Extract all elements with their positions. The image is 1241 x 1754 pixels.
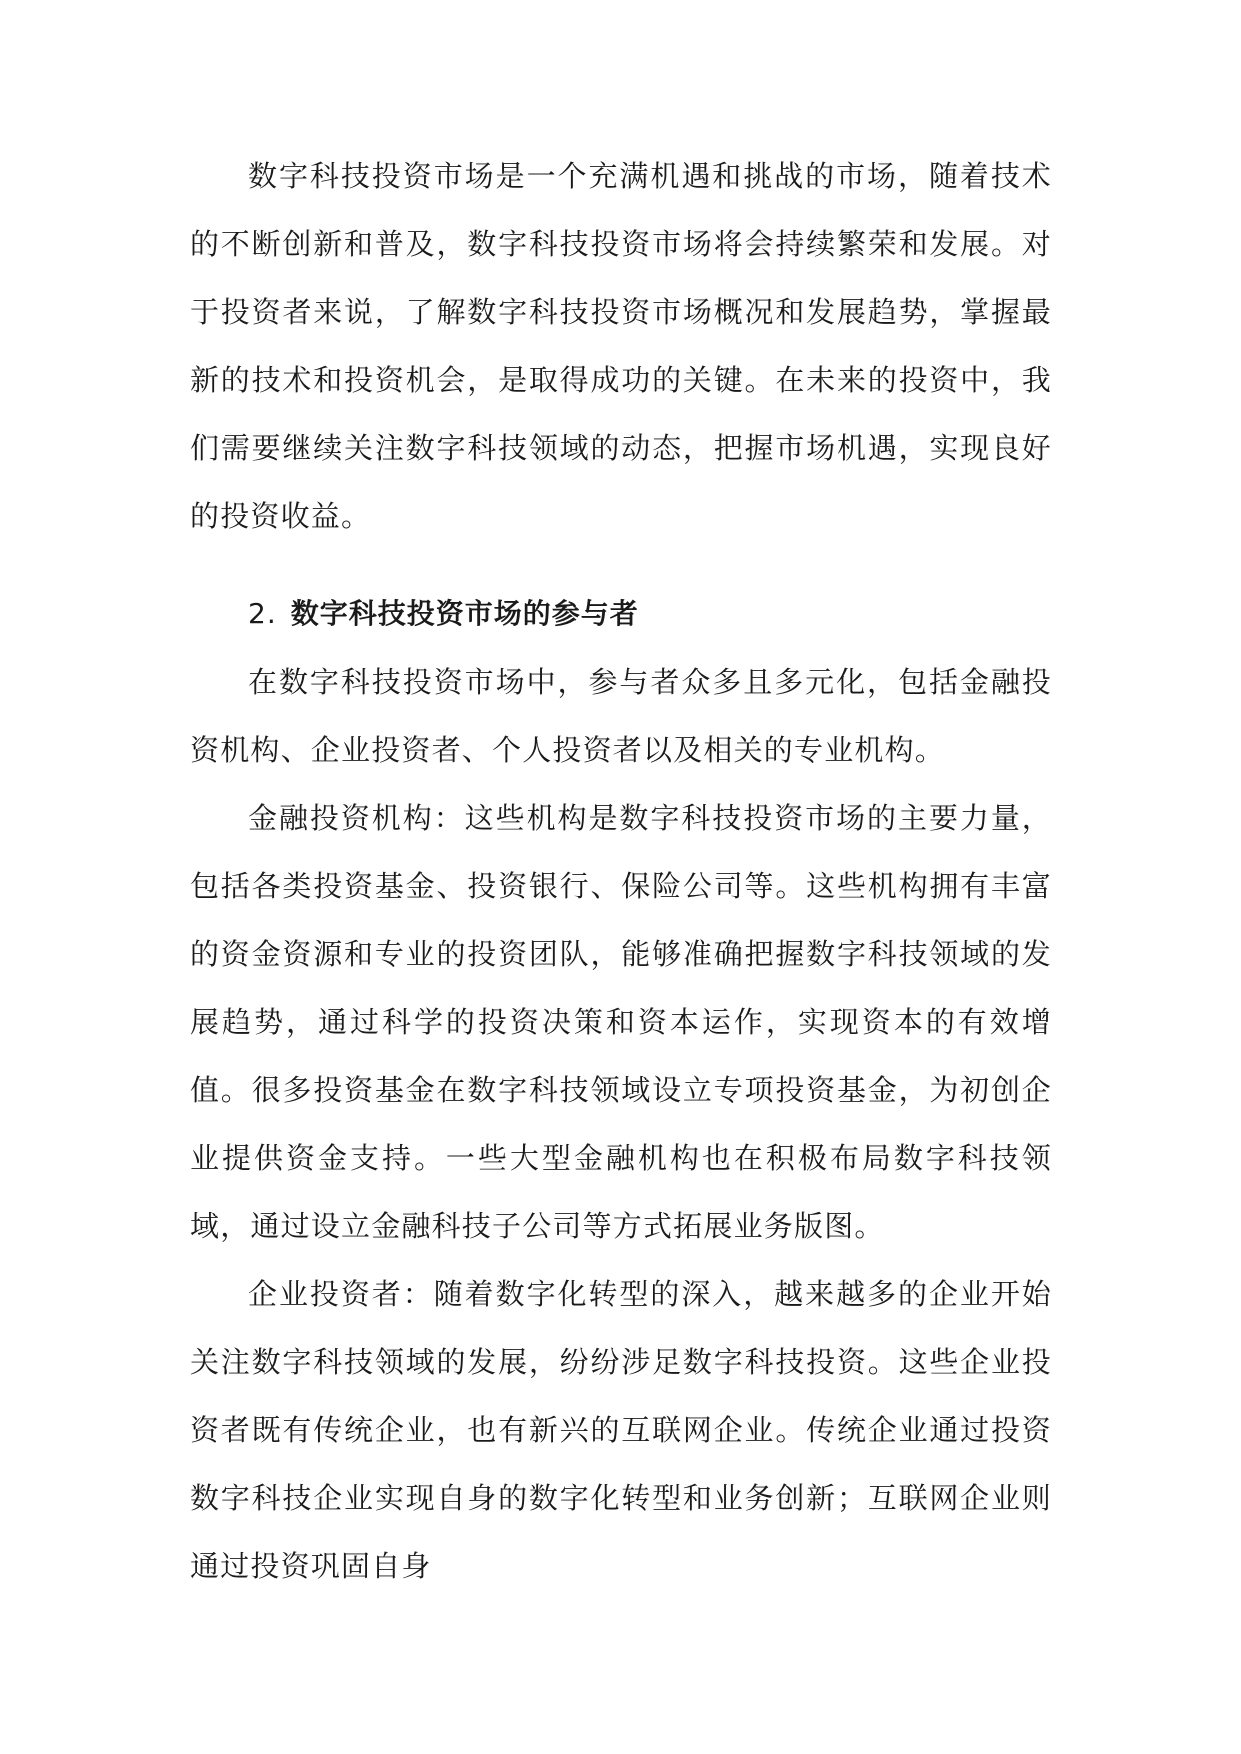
section-title: 数字科技投资市场的参与者 bbox=[290, 597, 639, 630]
intro-paragraph: 数字科技投资市场是一个充满机遇和挑战的市场，随着技术的不断创新和普及，数字科技投资市场将会持续繁荣和发展。对于投资者来说，了解数字科技投资市场概况和发展趋势，掌握最新的技术和投资机会，是取得成功的关键。在未来的投资中，我们需要继续关注数字科技领域的动态，把握市场机遇，实现良好的投资收益。 bbox=[190, 159, 1052, 533]
paragraph-participants-overview: 在数字科技投资市场中，参与者众多且多元化，包括金融投资机构、企业投资者、个人投资者以及相关的专业机构。 bbox=[190, 665, 1052, 767]
paragraph-financial-institutions: 金融投资机构：这些机构是数字科技投资市场的主要力量，包括各类投资基金、投资银行、保险公司等。这些机构拥有丰富的资金资源和专业的投资团队，能够准确把握数字科技领域的发展趋势，通过科学的投资决策和资本运作，实现资本的有效增值。很多投资基金在数字科技领域设立专项投资基金，为初创企业提供资金支持。一些大型金融机构也在积极布局数字科技领域，通过设立金融科技子公司等方式拓展业务版图。 bbox=[190, 801, 1052, 1243]
paragraph-corporate-investors: 企业投资者：随着数字化转型的深入，越来越多的企业开始关注数字科技领域的发展，纷纷涉足数字科技投资。这些企业投资者既有传统企业，也有新兴的互联网企业。传统企业通过投资数字科技企业实现自身的数字化转型和业务创新；互联网企业则通过投资巩固自身 bbox=[190, 1277, 1052, 1583]
section-heading bbox=[190, 580, 1052, 648]
section-number: 2. bbox=[248, 597, 277, 630]
document-body bbox=[190, 142, 1052, 1600]
